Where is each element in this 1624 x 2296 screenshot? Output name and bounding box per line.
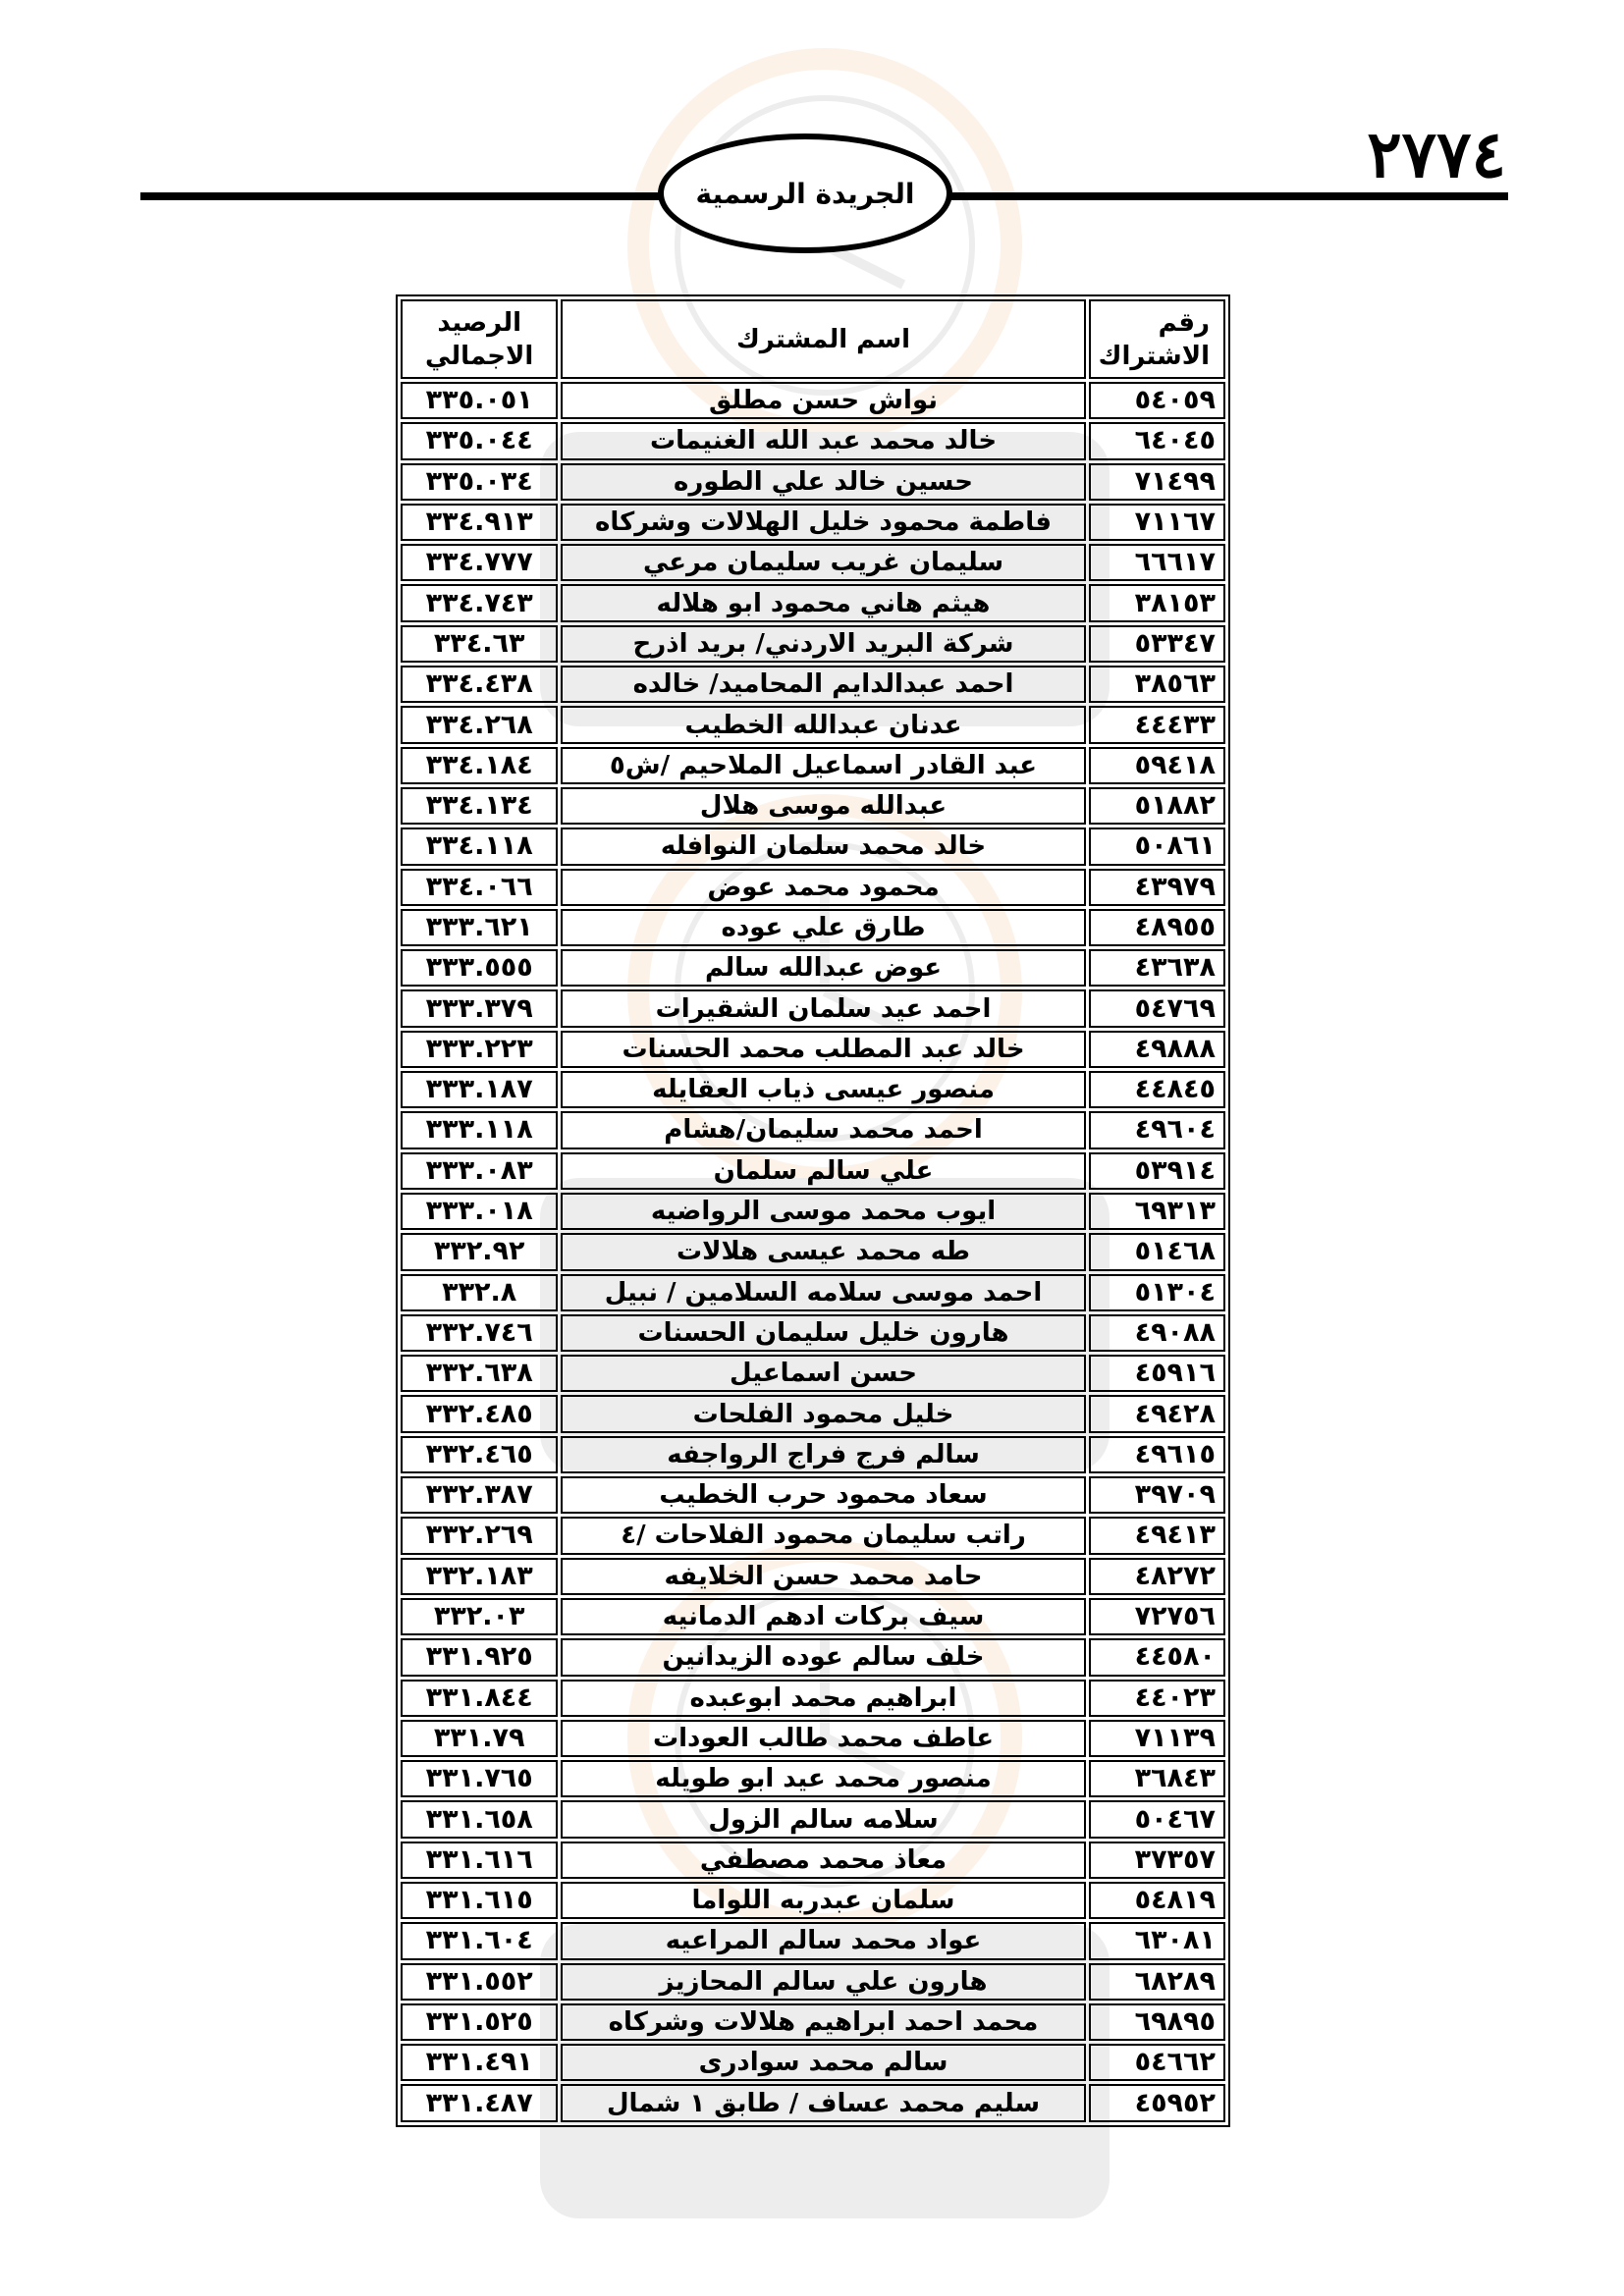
cell-subscriber-name: عدنان عبدالله الخطيب: [561, 706, 1085, 743]
cell-subscriber-name: احمد موسى سلامه السلامين / نبيل: [561, 1274, 1085, 1311]
cell-subscription-number: ٥١٣٠٤: [1089, 1274, 1225, 1311]
cell-total-balance: ٣٣٢.٧٤٦: [401, 1314, 558, 1352]
table-row: [401, 1680, 1225, 1717]
cell-subscription-number: ٥٤٧٦٩: [1089, 989, 1225, 1027]
cell-subscriber-name: عاطف محمد طالب العودات: [561, 1720, 1085, 1757]
subscribers-table: [396, 294, 1230, 2127]
cell-total-balance: ٣٣٢.٠٣: [401, 1598, 558, 1635]
cell-total-balance: ٣٣٢.١٨٣: [401, 1558, 558, 1595]
cell-subscriber-name: فاطمة محمود خليل الهلالات وشركاه: [561, 504, 1085, 541]
cell-total-balance: ٣٣٢.٤٦٥: [401, 1436, 558, 1473]
cell-total-balance: ٣٣٤.٧٧٧: [401, 544, 558, 581]
cell-subscriber-name: عوض عبدالله سالم: [561, 949, 1085, 987]
cell-subscription-number: ٤٩٦٠٤: [1089, 1111, 1225, 1148]
table-row: [401, 1071, 1225, 1108]
cell-subscription-number: ٧١١٣٩: [1089, 1720, 1225, 1757]
table-row: [401, 2003, 1225, 2041]
cell-subscriber-name: محمود محمد عوض: [561, 869, 1085, 906]
cell-subscription-number: ٤٤٨٤٥: [1089, 1071, 1225, 1108]
cell-subscription-number: ٥١٨٨٢: [1089, 787, 1225, 825]
cell-total-balance: ٣٣٤.٦٣: [401, 625, 558, 663]
cell-subscription-number: ٦٦٦١٧: [1089, 544, 1225, 581]
table-header-row: [401, 299, 1225, 379]
cell-subscriber-name: شركة البريد الاردني/ بريد اذرح: [561, 625, 1085, 663]
cell-subscription-number: ٦٩٨٩٥: [1089, 2003, 1225, 2041]
cell-total-balance: ٣٣٤.٤٣٨: [401, 666, 558, 703]
cell-total-balance: ٣٣٤.١١٨: [401, 828, 558, 865]
cell-subscription-number: ٤٩٦١٥: [1089, 1436, 1225, 1473]
cell-total-balance: ٣٣٣.١٨٧: [401, 1071, 558, 1108]
table-row: [401, 504, 1225, 541]
table-row: [401, 909, 1225, 946]
table-row: [401, 1355, 1225, 1392]
cell-total-balance: ٣٣٤.١٨٤: [401, 747, 558, 784]
cell-subscription-number: ٤٩٠٨٨: [1089, 1314, 1225, 1352]
cell-subscription-number: ٤٤٠٢٣: [1089, 1680, 1225, 1717]
cell-subscription-number: ٧١٤٩٩: [1089, 463, 1225, 501]
table-row: [401, 1233, 1225, 1270]
table-row: [401, 747, 1225, 784]
table-row: [401, 1842, 1225, 1879]
cell-subscriber-name: سليم محمد عساف / طابق ١ شمال: [561, 2084, 1085, 2121]
cell-subscriber-name: سلمان عبدربه اللواما: [561, 1882, 1085, 1919]
cell-subscription-number: ٥٤٨١٩: [1089, 1882, 1225, 1919]
cell-subscriber-name: هارون علي سالم المحازيز: [561, 1963, 1085, 2001]
table-row: [401, 1517, 1225, 1554]
cell-subscriber-name: معاذ محمد مصطفي: [561, 1842, 1085, 1879]
cell-total-balance: ٣٣١.٨٤٤: [401, 1680, 558, 1717]
cell-subscription-number: ٥١٤٦٨: [1089, 1233, 1225, 1270]
table-row: [401, 1800, 1225, 1838]
cell-subscription-number: ٣٦٨٤٣: [1089, 1760, 1225, 1797]
cell-subscription-number: ٥٤٠٥٩: [1089, 382, 1225, 419]
cell-subscriber-name: هارون خليل سليمان الحسنات: [561, 1314, 1085, 1352]
table-row: [401, 1314, 1225, 1352]
cell-subscriber-name: خالد محمد سلمان النوافله: [561, 828, 1085, 865]
cell-total-balance: ٣٣١.٤٩١: [401, 2044, 558, 2081]
cell-subscriber-name: احمد عبدالدايم المحاميد/ خالده: [561, 666, 1085, 703]
cell-total-balance: ٣٣٣.٢٢٣: [401, 1031, 558, 1068]
table-row: [401, 1760, 1225, 1797]
cell-subscription-number: ٤٤٤٣٣: [1089, 706, 1225, 743]
cell-subscriber-name: احمد محمد سليمان/هشام: [561, 1111, 1085, 1148]
cell-total-balance: ٣٣٤.٩١٣: [401, 504, 558, 541]
cell-subscriber-name: ابراهيم محمد ابوعبده: [561, 1680, 1085, 1717]
cell-subscriber-name: حامد محمد حسن الخلايفه: [561, 1558, 1085, 1595]
cell-subscription-number: ٣٨١٥٣: [1089, 584, 1225, 621]
cell-subscription-number: ٤٣٩٧٩: [1089, 869, 1225, 906]
cell-total-balance: ٣٣٢.٦٣٨: [401, 1355, 558, 1392]
table-row: [401, 828, 1225, 865]
cell-subscription-number: ٤٨٩٥٥: [1089, 909, 1225, 946]
cell-subscriber-name: هيثم هاني محمود ابو هلاله: [561, 584, 1085, 621]
cell-subscriber-name: عواد محمد سالم المراعيه: [561, 1922, 1085, 1959]
cell-subscription-number: ٤٩٨٨٨: [1089, 1031, 1225, 1068]
cell-subscription-number: ٤٨٢٧٢: [1089, 1558, 1225, 1595]
table-row: [401, 1720, 1225, 1757]
cell-subscription-number: ٤٩٤١٣: [1089, 1517, 1225, 1554]
cell-subscriber-name: منصور عيسى ذياب العقايله: [561, 1071, 1085, 1108]
table-row: [401, 1031, 1225, 1068]
cell-subscriber-name: محمد احمد ابراهيم هلالات وشركاه: [561, 2003, 1085, 2041]
cell-subscription-number: ٥٣٩١٤: [1089, 1152, 1225, 1190]
cell-subscriber-name: احمد عيد سلمان الشقيرات: [561, 989, 1085, 1027]
cell-total-balance: ٣٣٣.٦٢١: [401, 909, 558, 946]
table-row: [401, 2044, 1225, 2081]
table-row: [401, 949, 1225, 987]
cell-subscriber-name: سليمان غريب سليمان مرعي: [561, 544, 1085, 581]
table-row: [401, 989, 1225, 1027]
table-row: [401, 463, 1225, 501]
cell-subscription-number: ٥٠٤٦٧: [1089, 1800, 1225, 1838]
cell-total-balance: ٣٣٤.٠٦٦: [401, 869, 558, 906]
cell-subscription-number: ٣٨٥٦٣: [1089, 666, 1225, 703]
cell-subscriber-name: سالم فرج فراج الرواجفه: [561, 1436, 1085, 1473]
cell-total-balance: ٣٣١.٦١٦: [401, 1842, 558, 1879]
cell-subscriber-name: خليل محمود الفلحات: [561, 1395, 1085, 1432]
cell-subscriber-name: سعاد محمود حرب الخطيب: [561, 1476, 1085, 1514]
cell-total-balance: ٣٣٥.٠٥١: [401, 382, 558, 419]
table-row: [401, 1882, 1225, 1919]
cell-subscriber-name: حسن اسماعيل: [561, 1355, 1085, 1392]
cell-subscription-number: ٥٠٨٦١: [1089, 828, 1225, 865]
table-row: [401, 544, 1225, 581]
table-row: [401, 1111, 1225, 1148]
table-row: [401, 422, 1225, 459]
cell-subscriber-name: طه محمد عيسى هلالات: [561, 1233, 1085, 1270]
cell-subscriber-name: عبدالله موسى هلال: [561, 787, 1085, 825]
cell-subscription-number: ٦٩٣١٣: [1089, 1193, 1225, 1230]
table-row: [401, 1963, 1225, 2001]
cell-subscriber-name: حسين خالد علي الطوره: [561, 463, 1085, 501]
cell-total-balance: ٣٣٤.٢٦٨: [401, 706, 558, 743]
cell-total-balance: ٣٣١.٥٢٥: [401, 2003, 558, 2041]
cell-subscriber-name: عبد القادر اسماعيل الملاحيم /ش٥: [561, 747, 1085, 784]
cell-subscription-number: ٤٥٩٥٢: [1089, 2084, 1225, 2121]
cell-subscriber-name: خالد عبد المطلب محمد الحسنات: [561, 1031, 1085, 1068]
table-row: [401, 1922, 1225, 1959]
table-row: [401, 666, 1225, 703]
table-row: [401, 1395, 1225, 1432]
cell-subscription-number: ٦٣٠٨١: [1089, 1922, 1225, 1959]
cell-subscription-number: ٦٤٠٤٥: [1089, 422, 1225, 459]
page-number: ٢٧٧٤: [1367, 116, 1506, 192]
table-row: [401, 584, 1225, 621]
cell-subscription-number: ٤٤٥٨٠: [1089, 1638, 1225, 1676]
cell-subscription-number: ٦٨٢٨٩: [1089, 1963, 1225, 2001]
table-row: [401, 1476, 1225, 1514]
cell-subscription-number: ٧١١٦٧: [1089, 504, 1225, 541]
cell-subscriber-name: ايوب محمد موسى الرواضيه: [561, 1193, 1085, 1230]
table-row: [401, 869, 1225, 906]
table-row: [401, 2084, 1225, 2121]
cell-subscriber-name: طارق علي عوده: [561, 909, 1085, 946]
cell-total-balance: ٣٣٤.٧٤٣: [401, 584, 558, 621]
table-row: [401, 1638, 1225, 1676]
cell-total-balance: ٣٣٣.٣٧٩: [401, 989, 558, 1027]
cell-subscription-number: ٣٧٣٥٧: [1089, 1842, 1225, 1879]
table-row: [401, 1274, 1225, 1311]
cell-subscription-number: ٣٩٧٠٩: [1089, 1476, 1225, 1514]
cell-subscription-number: ٥٩٤١٨: [1089, 747, 1225, 784]
cell-subscriber-name: علي سالم سلمان: [561, 1152, 1085, 1190]
table-row: [401, 1436, 1225, 1473]
cell-subscription-number: ٥٤٦٦٢: [1089, 2044, 1225, 2081]
table-row: [401, 1598, 1225, 1635]
cell-subscription-number: ٤٥٩١٦: [1089, 1355, 1225, 1392]
gazette-title: الجريدة الرسمية: [695, 177, 915, 210]
cell-subscription-number: ٧٢٧٥٦: [1089, 1598, 1225, 1635]
cell-total-balance: ٣٣١.٧٩: [401, 1720, 558, 1757]
header-subscriber-name: اسم المشترك: [561, 299, 1085, 379]
cell-subscriber-name: سلامه سالم الزول: [561, 1800, 1085, 1838]
cell-total-balance: ٣٣١.٤٨٧: [401, 2084, 558, 2121]
cell-total-balance: ٣٣٢.٣٨٧: [401, 1476, 558, 1514]
cell-subscription-number: ٤٩٤٢٨: [1089, 1395, 1225, 1432]
cell-total-balance: ٣٣١.٥٥٢: [401, 1963, 558, 2001]
cell-subscriber-name: نواش حسن مطلق: [561, 382, 1085, 419]
cell-total-balance: ٣٣٤.١٣٤: [401, 787, 558, 825]
cell-total-balance: ٣٣٥.٠٤٤: [401, 422, 558, 459]
header-subscription-number: رقم الاشتراك: [1089, 299, 1225, 379]
gazette-title-oval: [658, 133, 952, 253]
cell-subscription-number: ٥٣٣٤٧: [1089, 625, 1225, 663]
cell-total-balance: ٣٣٣.١١٨: [401, 1111, 558, 1148]
table-row: [401, 787, 1225, 825]
cell-total-balance: ٣٣٣.٠١٨: [401, 1193, 558, 1230]
cell-total-balance: ٣٣١.٦١٥: [401, 1882, 558, 1919]
cell-total-balance: ٣٣١.٧٦٥: [401, 1760, 558, 1797]
cell-total-balance: ٣٣٢.٤٨٥: [401, 1395, 558, 1432]
cell-total-balance: ٣٣١.٦٥٨: [401, 1800, 558, 1838]
cell-total-balance: ٣٣١.٦٠٤: [401, 1922, 558, 1959]
table-row: [401, 1558, 1225, 1595]
table-row: [401, 382, 1225, 419]
cell-subscriber-name: سالم محمد سوادرى: [561, 2044, 1085, 2081]
cell-subscriber-name: راتب سليمان محمود الفلاحات /٤: [561, 1517, 1085, 1554]
cell-total-balance: ٣٣٥.٠٣٤: [401, 463, 558, 501]
cell-total-balance: ٣٣٣.٠٨٣: [401, 1152, 558, 1190]
cell-total-balance: ٣٣٣.٥٥٥: [401, 949, 558, 987]
table-row: [401, 625, 1225, 663]
cell-subscriber-name: سيف بركات ادهم الدمانيه: [561, 1598, 1085, 1635]
cell-subscriber-name: منصور محمد عيد ابو طويله: [561, 1760, 1085, 1797]
cell-subscriber-name: خلف سالم عوده الزيدانين: [561, 1638, 1085, 1676]
cell-subscriber-name: خالد محمد عبد الله الغنيمات: [561, 422, 1085, 459]
table-row: [401, 1152, 1225, 1190]
header-total-balance: الرصيد الاجمالي: [401, 299, 558, 379]
table-row: [401, 706, 1225, 743]
cell-total-balance: ٣٣٢.٩٢: [401, 1233, 558, 1270]
table-body: [401, 382, 1225, 2122]
table-row: [401, 1193, 1225, 1230]
cell-total-balance: ٣٣٢.٢٦٩: [401, 1517, 558, 1554]
cell-total-balance: ٣٣٢.٨: [401, 1274, 558, 1311]
cell-total-balance: ٣٣١.٩٢٥: [401, 1638, 558, 1676]
cell-subscription-number: ٤٣٦٣٨: [1089, 949, 1225, 987]
